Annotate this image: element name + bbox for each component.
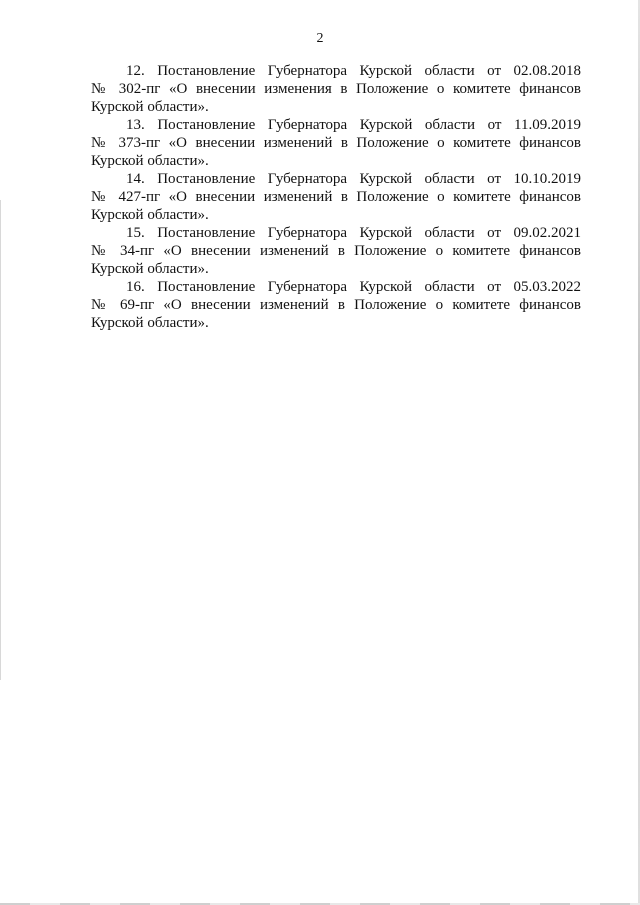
item-line: № 302-пг «О внесении изменения в Положение о комитете финансов — [91, 81, 581, 97]
item-line: Курской области». — [91, 207, 209, 223]
item-line: 13. Постановление Губернатора Курской области от 11.09.2019 — [126, 117, 581, 133]
item-line: № 34-пг «О внесении изменений в Положение о комитете финансов — [91, 243, 581, 259]
list-item — [91, 62, 581, 116]
item-line: № 427-пг «О внесении изменений в Положение о комитете финансов — [91, 189, 581, 205]
scan-edge-left — [0, 200, 1, 680]
item-line: 14. Постановление Губернатора Курской области от 10.10.2019 — [126, 171, 581, 187]
list-item — [91, 278, 581, 332]
item-line: Курской области». — [91, 99, 209, 115]
item-line: № 373-пг «О внесении изменений в Положение о комитете финансов — [91, 135, 581, 151]
list-item — [91, 170, 581, 224]
item-line: 15. Постановление Губернатора Курской области от 09.02.2021 — [126, 225, 581, 241]
item-line: 12. Постановление Губернатора Курской области от 02.08.2018 — [126, 63, 581, 79]
list-item — [91, 224, 581, 278]
resolution-list — [91, 62, 581, 332]
item-line: Курской области». — [91, 315, 209, 331]
item-line: 16. Постановление Губернатора Курской области от 05.03.2022 — [126, 279, 581, 295]
list-item — [91, 116, 581, 170]
page-number: 2 — [316, 31, 324, 46]
item-line: № 69-пг «О внесении изменений в Положение о комитете финансов — [91, 297, 581, 313]
item-line: Курской области». — [91, 153, 209, 169]
item-line: Курской области». — [91, 261, 209, 277]
